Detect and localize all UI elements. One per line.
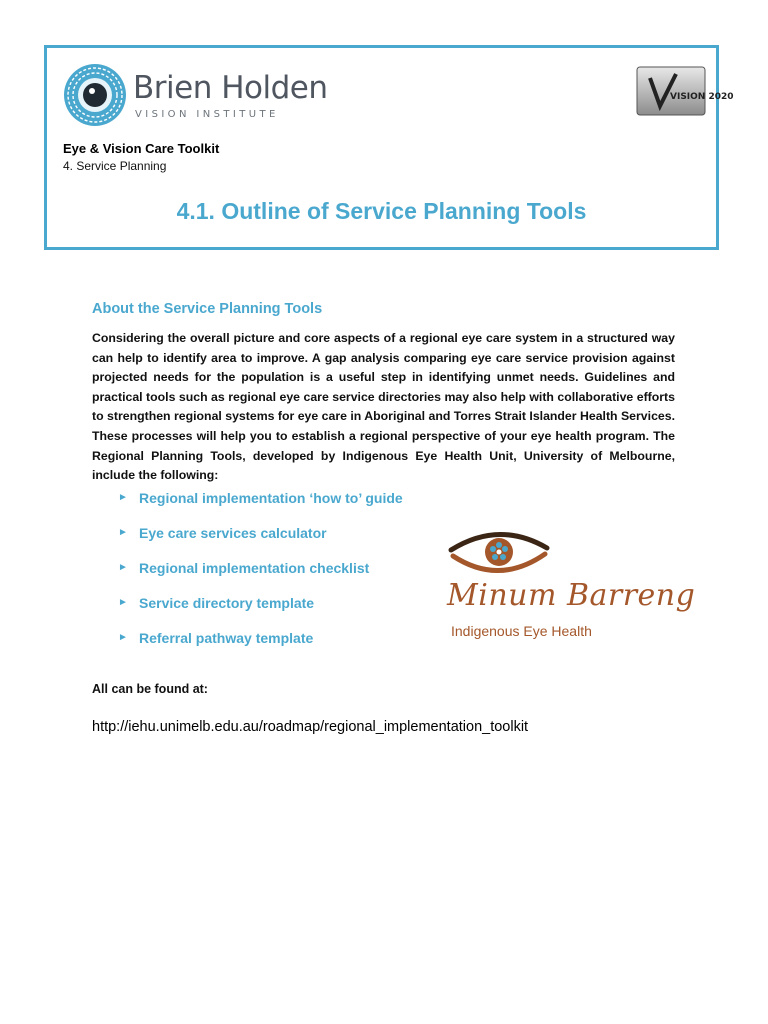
svg-text:VISION 2020: VISION 2020 — [670, 92, 734, 102]
list-item-label: Eye care services calculator — [139, 524, 327, 541]
list-item-label: Referral pathway template — [139, 629, 314, 646]
triangle-bullet-icon: ► — [118, 597, 128, 608]
found-at-label: All can be found at: — [92, 682, 208, 696]
triangle-bullet-icon: ► — [118, 562, 128, 573]
brien-holden-logo — [63, 62, 328, 128]
tools-list — [118, 480, 403, 655]
triangle-bullet-icon: ► — [118, 632, 128, 643]
list-item — [118, 585, 403, 620]
list-item — [118, 480, 403, 515]
list-item — [118, 620, 403, 655]
list-item — [118, 550, 403, 585]
toolkit-title: Eye & Vision Care Toolkit — [63, 141, 220, 156]
eye-logo-icon — [443, 526, 673, 586]
eye-spiral-icon — [63, 62, 129, 128]
toolkit-section: 4. Service Planning — [63, 159, 167, 173]
minum-barreng-logo — [443, 526, 696, 646]
intro-paragraph: Considering the overall picture and core aspects of a regional eye care system in a structured way can help to identify area to improve. A gap analysis comparing eye care service provision against projected needs for the population is a useful step in identifying unmet needs. Guidelines and practical tools such as regional eye care service directories may also help with collaborative efforts to strengthen regional systems for eye care in Aboriginal and Torres Strait Islander Health Services. These processes will help you to establish a regional perspective of your eye health program. The Regional Planning Tools, developed by Indigenous Eye Health Unit, University of Melbourne, include the following: — [92, 331, 675, 483]
logo-subtitle-text: VISION INSTITUTE — [135, 109, 279, 120]
list-item-label: Regional implementation ‘how to’ guide — [139, 489, 403, 506]
section-heading: About the Service Planning Tools — [92, 301, 323, 317]
list-item-label: Regional implementation checklist — [139, 559, 370, 576]
triangle-bullet-icon: ► — [118, 492, 128, 503]
partner-logo-name: Minum Barreng — [447, 578, 696, 613]
document-header — [44, 45, 734, 250]
list-item-label: Service directory template — [139, 594, 315, 611]
vision-2020-logo — [636, 66, 734, 116]
toolkit-link[interactable]: http://iehu.unimelb.edu.au/roadmap/regional_implementation_toolkit — [92, 719, 529, 735]
list-item — [118, 515, 403, 550]
partner-logo-tagline: Indigenous Eye Health — [451, 623, 592, 639]
page-title: 4.1. Outline of Service Planning Tools — [176, 198, 587, 224]
logo-name-text: Brien Holden — [133, 70, 328, 106]
triangle-bullet-icon: ► — [118, 527, 128, 538]
